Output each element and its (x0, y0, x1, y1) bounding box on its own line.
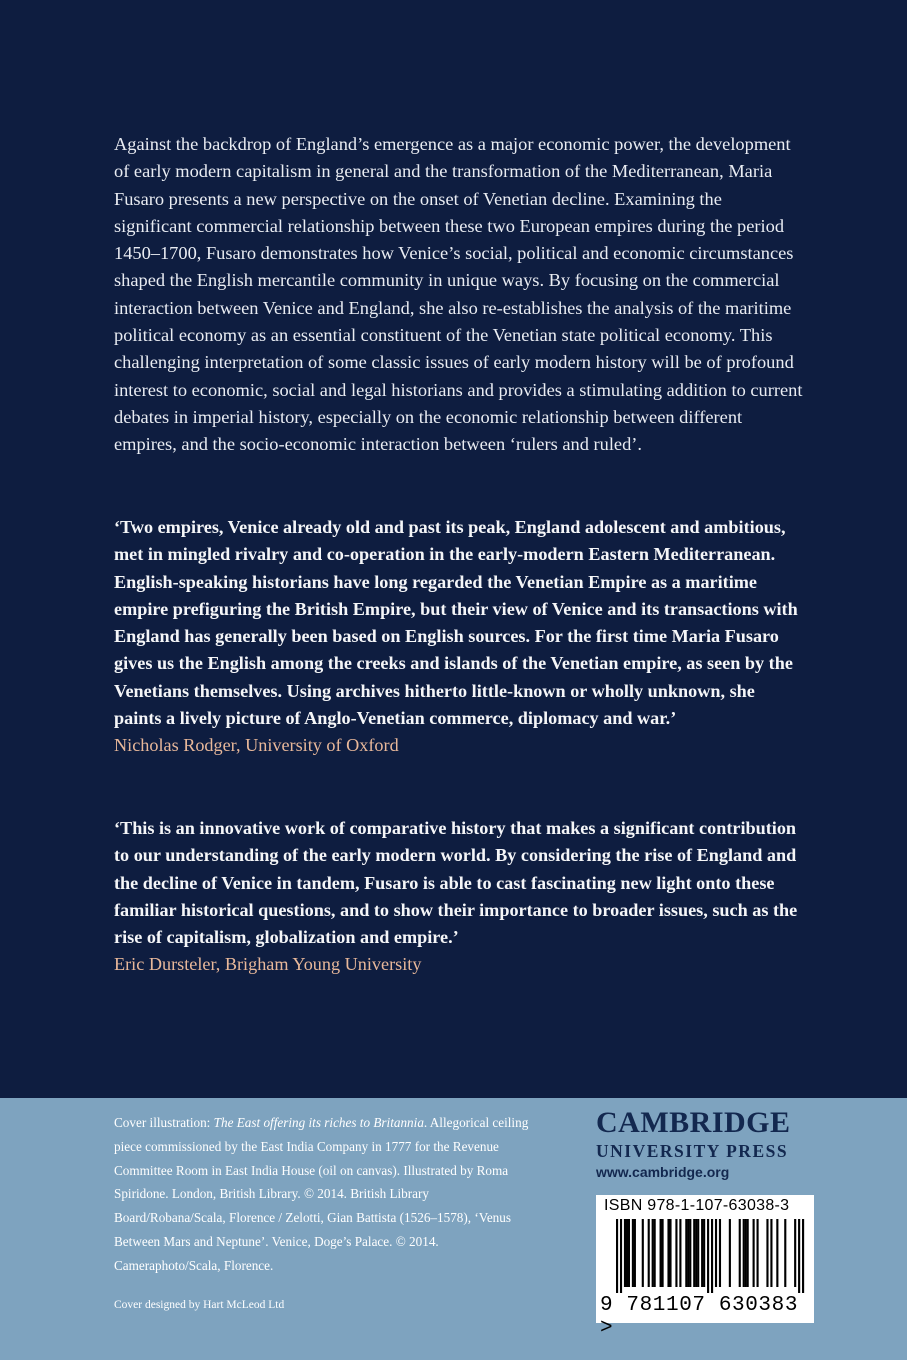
publisher-name: CAMBRIDGE (596, 1106, 791, 1139)
publisher-logo (596, 1105, 836, 1183)
barcode-bar (743, 1219, 745, 1287)
endorsement-2 (114, 815, 804, 979)
barcode-bar (634, 1219, 636, 1287)
barcode-bar (715, 1219, 717, 1287)
barcode-bar (703, 1219, 705, 1287)
endorsement-attribution: Nicholas Rodger, University of Oxford (114, 735, 399, 756)
barcode-bar (693, 1219, 695, 1287)
barcode-bar (739, 1219, 741, 1287)
barcode-bar (632, 1219, 634, 1287)
credit-prefix: Cover illustration: (114, 1115, 214, 1130)
endorsement-1 (114, 514, 804, 760)
barcode-bars (602, 1219, 808, 1293)
barcode-bar (794, 1219, 796, 1287)
cover-illustration-credit (114, 1111, 534, 1278)
barcode-bar (648, 1219, 650, 1287)
barcode-bar (675, 1219, 677, 1287)
barcode-bar (689, 1219, 691, 1287)
barcode-bar (757, 1219, 759, 1287)
isbn-barcode (596, 1195, 814, 1340)
barcode-bar (729, 1219, 731, 1287)
endorsement-quote: ‘This is an innovative work of comparative history that makes a significant contribution to our understanding of the early modern world. By considering the rise of England and the decline of Venice in tandem, Fusaro is able to cast fascinating new light onto these familiar historical questions, and to show their importance to broader issues, such as the rise of capitalism, globalization and empire.’ (114, 818, 798, 948)
cover-designer-credit: Cover designed by Hart McLeod Ltd (114, 1299, 285, 1311)
barcode-bar (616, 1219, 618, 1293)
barcode-bar (660, 1219, 662, 1287)
barcode-bar (626, 1219, 628, 1287)
barcode-bar (753, 1219, 755, 1287)
barcode-bar (652, 1219, 654, 1287)
barcode-bar (802, 1219, 804, 1293)
ean-digits: 9 781107 630383 > (600, 1294, 799, 1340)
credit-details: . Allegorical ceiling piece commissioned by the East India Company in 1777 for the Revenue Committee Room in East India House (oil on canvas). Illustrated by Roma Spiridone. London, British Library. © 2014. British Library Board/Robana/Scala, Florence / Zelotti, Gian Battista (1526–1578), ‘Venus Between Mars and Neptune’. Venice, Doge’s Palace. © 2014. Cameraphoto/Scala, Florence. (114, 1115, 529, 1273)
barcode-bar (667, 1219, 669, 1287)
barcode-bar (719, 1219, 721, 1287)
barcode-bar (642, 1219, 644, 1287)
barcode-bar (679, 1219, 681, 1287)
barcode-bar (707, 1219, 709, 1293)
credit-artwork-title: The East offering its riches to Britannia (213, 1115, 424, 1130)
barcode-bar (685, 1219, 687, 1287)
barcode-bar (776, 1219, 778, 1287)
barcode-bar (766, 1219, 768, 1287)
barcode-bar (697, 1219, 699, 1287)
barcode-bar (798, 1219, 800, 1293)
barcode-bar (620, 1219, 622, 1293)
barcode-bar (687, 1219, 689, 1287)
barcode-bar (654, 1219, 656, 1287)
endorsement-quote: ‘Two empires, Venice already old and past its peak, England adolescent and ambitious, met in mingled rivalry and co-operation in the early-modern Eastern Mediterranean. English-speaking historians have long regarded the Venetian Empire as a maritime empire prefiguring the British Empire, but their view of Venice and its transactions with England has generally been based on English sources. For the first time Maria Fusaro gives us the English among the creeks and islands of the Venetian empire, as seen by the Venetians themselves. Using archives hitherto little-known or wholly unknown, she paints a lively picture of Anglo-Venetian commerce, diplomacy and war.’ (114, 517, 798, 729)
barcode-bar (628, 1219, 630, 1287)
barcode-bar (695, 1219, 697, 1287)
barcode-bar (711, 1219, 713, 1293)
barcode-bar (662, 1219, 664, 1287)
barcode-bar (745, 1219, 747, 1287)
barcode-bar (669, 1219, 671, 1287)
publisher-website: www.cambridge.org (596, 1164, 730, 1180)
endorsement-attribution: Eric Dursteler, Brigham Young University (114, 954, 422, 975)
barcode-bar (747, 1219, 749, 1287)
barcode-bar (784, 1219, 786, 1287)
barcode-bar (701, 1219, 703, 1287)
publisher-subname: UNIVERSITY PRESS (596, 1141, 789, 1161)
isbn-label: ISBN 978-1-107-63038-3 (604, 1197, 790, 1214)
barcode-bar (624, 1219, 626, 1287)
book-description: Against the backdrop of England’s emergence as a major economic power, the development of early modern capitalism in general and the transformation of the Mediterranean, Maria Fusaro presents a new perspective on the onset of Venetian decline. Examining the significant commercial relationship between these two European empires during the period 1450–1700, Fusaro demonstrates how Venice’s social, political and economic circumstances shaped the English mercantile community in unique ways. By focusing on the commercial interaction between Venice and England, she also re-establishes the analysis of the maritime political economy as an essential constituent of the Venetian state political economy. This challenging interpretation of some classic issues of early modern history will be of profound interest to economic, social and legal historians and provides a stimulating addition to current debates in imperial history, especially on the economic relationship between different empires, and the socio-economic interaction between ‘rulers and ruled’. (114, 134, 803, 455)
barcode-bar (770, 1219, 772, 1287)
